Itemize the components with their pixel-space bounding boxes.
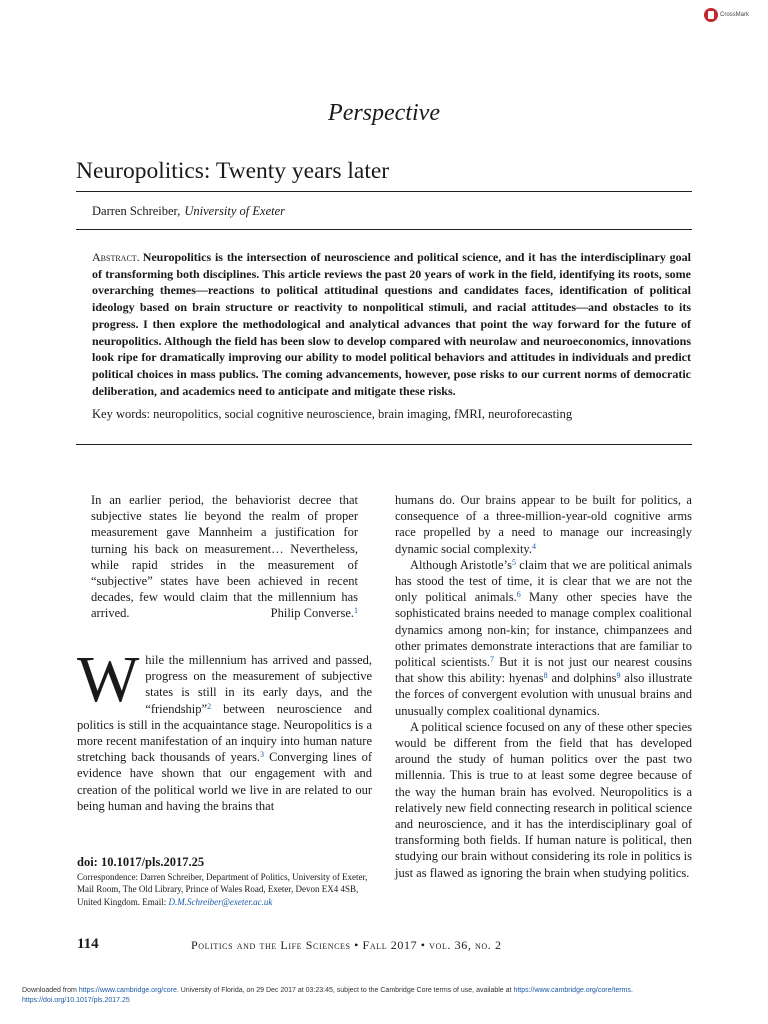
footnote-ref-6[interactable]: 6 xyxy=(516,590,521,600)
text-run: But it is not just our nearest cousins that show this ability: hyenas xyxy=(395,655,692,686)
text-run: and dolphins xyxy=(547,671,617,686)
cambridge-core-link[interactable]: https://www.cambridge.org/core xyxy=(78,987,177,994)
text-run: Converging lines of evidence have shown that our engagement with and creation of the political world we live in are related to our being human and having the brains that xyxy=(77,750,372,813)
correspondence xyxy=(77,871,377,908)
notice-text: Downloaded from xyxy=(22,987,79,994)
text-run: humans do. Our brains appear to be built for politics, a consequence of a three-million-year-old cognitive arms race propelled by a need to manage our increasingly dynamic social complexity. xyxy=(395,493,692,556)
author-affiliation: University of Exeter xyxy=(184,204,286,218)
paragraph-political-science: A political science focused on any of these other species would be different from the field that has developed around the study of human politics over the past two millennia. This is true to at least some degree because of the way the human brain has evolved. Neuropolitics is a relatively new field connecting research in political science and neuroscience, and it has the interdisciplinary goal of transforming both fields. If human nature is political, then studying our brain without considering its role in politics is just as flawed as ignoring the brain when studying politics. xyxy=(395,719,692,880)
footnote-ref-9[interactable]: 9 xyxy=(616,671,621,681)
text-run: also illustrate the forces of convergent evolution with unusual brains and unusually complex coalitional dynamics. xyxy=(395,671,692,718)
footnote-ref-8[interactable]: 8 xyxy=(543,671,548,681)
text-run: between neuroscience and politics is still in the acquaintance stage. Neuropolitics is a more recent manifestation of an inquiry into human nature stretching back thousands of years. xyxy=(77,701,372,765)
abstract-text: Neuropolitics is the intersection of neuroscience and political science, and it has the interdisciplinary goal of transforming both disciplines. This article reviews the past 20 years of work in the field, identifying its roots, some overarching themes—reactions to political attitudinal questions and candidates faces, identification of political ideology based on brain structure or reactivity to nonpolitical stimuli, and racial attitudes—and obstacles to its progress. I then explore the methodological and analytical advances that point the way forward for the future of neuropolitics. Although the field has been slow to develop compared with neurolaw and neuroeconomics, innovations look ripe for dramatically improving our ability to model political behaviors and attitudes in individuals and predict political choices in mass publics. The coming advancements, however, pose risks to our current norms of democratic deliberation, and academics need to anticipate and mitigate these risks. xyxy=(92,250,691,398)
epigraph-attribution xyxy=(91,605,358,621)
text-run: Many other species have the sophisticated brains needed to manage complex coalitional dynamics among non-kin; for instance, chimpanzees and other primates demonstrate interactions that are familiar to political scientists. xyxy=(395,590,692,670)
notice-text: . University of Florida, on 29 Dec 2017 at 03:23:45, subject to the Cambridge Core terms of use, available at xyxy=(176,987,514,994)
epigraph-text: In an earlier period, the behaviorist decree that subjective states lie beyond the realm of proper measurement gave Mannheim a justification for turning his back on measurement… Nevertheless, while rapid strides in the measurement of “subjective” states have been achieved in recent decades, few would claim that the millennium has arrived. xyxy=(91,493,358,621)
epigraph xyxy=(91,492,358,622)
running-footer: Politics and the Life Sciences • Fall 2017 • vol. 36, no. 2 xyxy=(191,938,502,952)
paragraph-intro xyxy=(77,643,372,814)
doi[interactable]: doi: 10.1017/pls.2017.25 xyxy=(77,855,205,869)
keywords: Key words: neuropolitics, social cognitive neuroscience, brain imaging, fMRI, neuroforecasting xyxy=(92,407,573,421)
abstract-bottom-rule xyxy=(76,444,692,445)
email-link[interactable]: D.M.Schreiber@exeter.ac.uk xyxy=(168,896,273,907)
epigraph-author: Philip Converse. xyxy=(270,606,354,621)
page-number: 114 xyxy=(77,936,99,952)
paragraph-aristotle xyxy=(395,557,692,719)
terms-link[interactable]: https://www.cambridge.org/core/terms xyxy=(513,987,631,994)
doi-link[interactable]: https://doi.org/10.1017/pls.2017.25 xyxy=(22,997,130,1004)
footnote-ref-2[interactable]: 2 xyxy=(207,701,212,711)
abstract-lead: Abstract. xyxy=(92,250,140,264)
body-column-left xyxy=(77,643,372,814)
body-column-right xyxy=(395,492,692,881)
footnote-ref-5[interactable]: 5 xyxy=(511,557,516,567)
footnote-ref-7[interactable]: 7 xyxy=(490,655,495,665)
section-label: Perspective xyxy=(328,100,440,126)
download-notice xyxy=(22,986,750,1006)
paragraph-cont xyxy=(395,492,692,557)
crossmark-label: CrossMark xyxy=(720,12,750,18)
crossmark-badge[interactable] xyxy=(704,8,749,22)
footnote-ref-3[interactable]: 3 xyxy=(260,750,265,760)
title-rule xyxy=(76,191,692,192)
drop-cap: W xyxy=(77,643,140,716)
text-run: Although Aristotle’s xyxy=(410,557,512,572)
notice-text: . xyxy=(630,987,633,994)
abstract-top-rule xyxy=(76,229,692,230)
footnote-ref-4[interactable]: 4 xyxy=(532,541,536,551)
author-name: Darren Schreiber, xyxy=(92,204,181,218)
author-line xyxy=(92,204,285,219)
article-title: Neuropolitics: Twenty years later xyxy=(76,158,390,184)
text-run: claim that we are political animals has stood the test of time, it is clear that we are not the only political animals. xyxy=(395,557,692,605)
crossmark-icon xyxy=(704,8,718,22)
text-run: hile the millennium has arrived and passed, progress on the measurement of subjective states is still in its early days, and the “friendship” xyxy=(145,653,372,716)
abstract xyxy=(92,249,691,399)
footnote-ref-1[interactable]: 1 xyxy=(354,606,358,616)
correspondence-text: Correspondence: Darren Schreiber, Department of Politics, University of Exeter, Mail Room, The Old Library, Prince of Wales Road, Exeter, Devon EX4 4SB, United Kingdom. Email: xyxy=(77,872,368,907)
